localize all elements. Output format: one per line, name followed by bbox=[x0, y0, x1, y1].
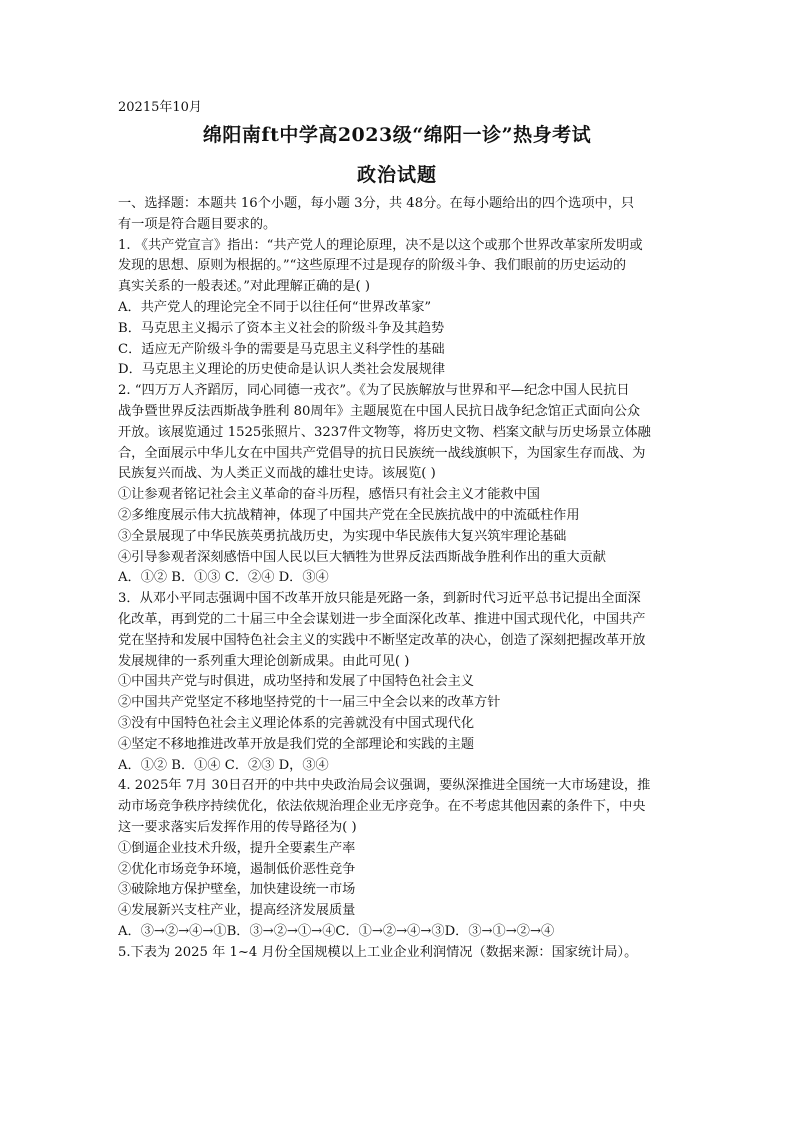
question-4-stem: 这一要求落实后发挥作用的传导路径为( ) bbox=[118, 819, 357, 835]
question-4-options: A．③→②→④→①B．③→②→①→④C．①→②→④→③D．③→①→②→④ bbox=[118, 923, 555, 939]
question-1-option-a: A．共产党人的理论完全不同于以往任何“世界改革家” bbox=[118, 299, 432, 315]
question-1-stem: 1. 《共产党宣言》指出：“共产党人的理论原理，决不是以这个或那个世界改革家所发明或 bbox=[118, 237, 643, 253]
question-3-stem: 发展规律的一系列重大理论创新成果。由此可见( ) bbox=[118, 653, 410, 669]
exam-body bbox=[118, 194, 678, 963]
question-4-statement: ③破除地方保护壁垒，加快建设统一市场 bbox=[118, 882, 356, 898]
question-3-options: A．①② B．①④ C．②③ D，③④ bbox=[118, 757, 329, 773]
section-instruction: 一、选择题：本题共 16个小题，每小题 3分，共 48分。在每小题给出的四个选项中，只 bbox=[118, 196, 635, 211]
question-2-stem: 合，全面展示中华儿女在中国共产党倡导的抗日民族统一战线旗帜下，为国家生存而战、为 bbox=[118, 445, 646, 461]
question-2-options: A．①② B．①③ C．②④ D．③④ bbox=[118, 570, 329, 586]
question-1-stem: 发现的思想、原则为根据的。”“这些原理不过是现存的阶级斗争、我们眼前的历史运动的 bbox=[118, 258, 627, 274]
question-3-stem: 党在坚持和发展中国特色社会主义的实践中不断坚定改革的决心，创造了深刻把握改革开放 bbox=[118, 632, 646, 648]
question-3-statement: ②中国共产党坚定不移地坚持党的十一届三中全会以来的改革方针 bbox=[118, 695, 501, 711]
exam-title: 绵阳南ft中学高2023级“绵阳一诊”热身考试 bbox=[202, 124, 592, 146]
question-2-statement: ③全景展现了中华民族英勇抗战历史，为实现中华民族伟大复兴筑牢理论基础 bbox=[118, 528, 567, 544]
question-2-stem: 民族复兴而战、为人类正义而战的雄壮史诗。该展览( ) bbox=[118, 466, 436, 482]
question-1-option-c: C．适应无产阶级斗争的需要是马克思主义科学性的基础 bbox=[118, 341, 445, 357]
question-2-statement: ④引导参观者深刻感悟中国人民以巨大牺牲为世界反法西斯战争胜利作出的重大贡献 bbox=[118, 549, 606, 565]
question-2-statement: ②多维度展示伟大抗战精神，体现了中国共产党在全民族抗战中的中流砥柱作用 bbox=[118, 507, 580, 523]
question-4-stem: 4. 2025年 7月 30日召开的中共中央政治局会议强调，要纵深推进全国统一大市场建设，推 bbox=[118, 778, 651, 794]
question-2-stem: 战争暨世界反法西斯战争胜利 80周年》主题展览在中国人民抗日战争纪念馆正式面向公众 bbox=[118, 403, 641, 419]
exam-date: 20215年10月 bbox=[118, 100, 202, 115]
question-2-statement: ①让参观者铭记社会主义革命的奋斗历程，感悟只有社会主义才能救中国 bbox=[118, 487, 540, 503]
question-5-stem: 5.下表为 2025 年 1~4 月份全国规模以上工业企业利润情况（数据来源：国家统计局）。 bbox=[118, 944, 638, 960]
question-3-statement: ③没有中国特色社会主义理论体系的完善就没有中国式现代化 bbox=[118, 715, 475, 731]
question-2-stem: 2. “四万万人齐蹈厉，同心同德一戎衣”。《为了民族解放与世界和平—纪念中国人民抗日 bbox=[118, 383, 630, 399]
question-3-stem: 3．从邓小平同志强调中国不改革开放只能是死路一条，到新时代习近平总书记提出全面深 bbox=[118, 591, 641, 607]
question-4-statement: ②优化市场竞争环境，遏制低价恶性竞争 bbox=[118, 861, 356, 877]
question-3-statement: ④坚定不移地推进改革开放是我们党的全部理论和实践的主题 bbox=[118, 736, 475, 752]
question-2-stem: 开放。该展览通过 1525张照片、3237件文物等，将历史文物、档案文献与历史场景立体融 bbox=[118, 424, 651, 440]
question-1-option-b: B．马克思主义揭示了资本主义社会的阶级斗争及其趋势 bbox=[118, 320, 445, 336]
question-4-statement: ①倒逼企业技术升级，提升全要素生产率 bbox=[118, 840, 356, 856]
exam-subject-title: 政治试题 bbox=[356, 164, 437, 186]
question-3-stem: 化改革，再到党的二十届三中全会谋划进一步全面深化改革、推进中国式现代化，中国共产 bbox=[118, 611, 646, 627]
question-1-option-d: D．马克思主义理论的历史使命是认识人类社会发展规律 bbox=[118, 362, 446, 378]
question-3-statement: ①中国共产党与时俱进，成功坚持和发展了中国特色社会主义 bbox=[118, 674, 475, 690]
question-4-stem: 动市场竞争秩序持续优化，依法依规治理企业无序竞争。在不考虑其他因素的条件下，中央 bbox=[118, 799, 646, 815]
question-1-stem: 真实关系的一般表述。”对此理解正确的是( ) bbox=[118, 279, 370, 295]
question-4-statement: ④发展新兴支柱产业，提高经济发展质量 bbox=[118, 903, 356, 919]
section-instruction: 有一项是符合题目要求的。 bbox=[118, 216, 277, 232]
